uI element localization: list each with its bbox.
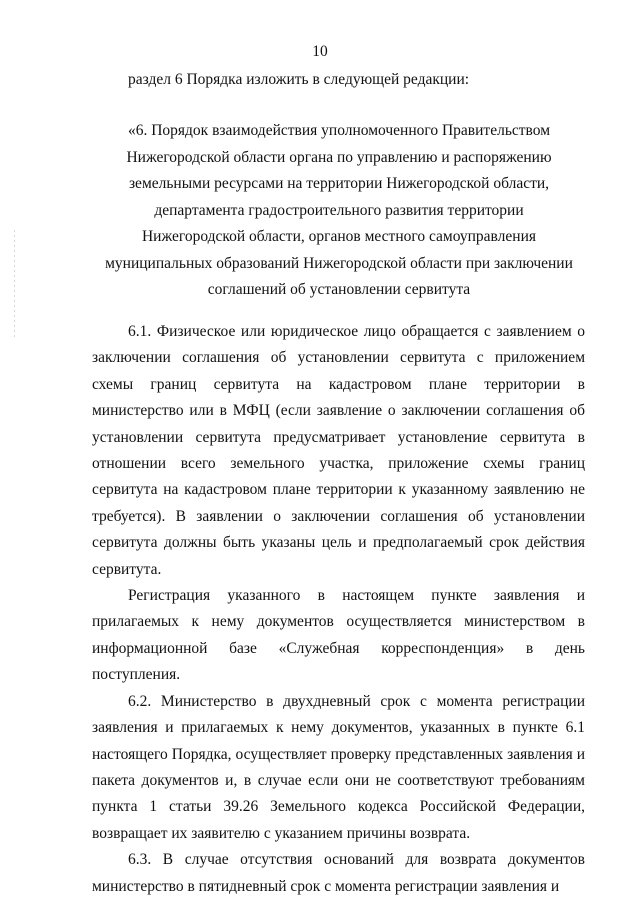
heading-line: Нижегородской области, органов местного самоуправления [141,228,537,245]
section-heading [98,118,580,304]
heading-line: «6. Порядок взаимодействия уполномоченного Правительством [127,122,551,139]
heading-line: соглашений об установлении сервитута [207,281,471,298]
heading-line: земельными ресурсами на территории Нижегородской области, [128,175,550,192]
heading-line: Нижегородской области органа по управлению и распоряжению [126,148,552,166]
scan-edge-mark [14,230,15,340]
document-body [92,319,585,900]
paragraph-6-1: 6.1. Физическое или юридическое лицо обращается с заявлением о заключении соглашения об установлении сервитута с приложением схемы границ сервитута на кадастровом плане территории в министерство или в МФЦ (если заявление о заключении соглашения об установлении сервитута предусматривает установление сервитута в отношении всего земельного участка, приложение схемы границ сервитута на кадастровом плане территории к указанному заявлению не требуется). В заявлении о заключении соглашения об установлении сервитута должны быть указаны цель и предполагаемый срок действия сервитута. [92,323,585,578]
paragraph-6-2: 6.2. Министерство в двухдневный срок с момента регистрации заявления и прилагаемых к нему документов, указанных в пункте 6.1 настоящего Порядка, осуществляет проверку представленных заявления и пакета документов и, в случае если они не соответствуют требованиям пункта 1 статьи 39.26 Земельного кодекса Российской Федерации, возвращает их заявителю с указанием причины возврата. [92,692,585,842]
heading-line: департамента градостроительного развития территории [154,201,524,219]
intro-line: раздел 6 Порядка изложить в следующей редакции: [128,71,470,88]
paragraph-registration: Регистрация указанного в настоящем пункте заявления и прилагаемых к нему документов осуществляется министерством в информационной базе «Служебная корреспонденция» в день поступления. [92,587,585,684]
heading-line: муниципальных образований Нижегородской области при заключении [105,254,573,272]
paragraph-6-3: 6.3. В случае отсутствия оснований для возврата документов министерство в пятидневный срок с момента регистрации заявления и [92,851,585,895]
page-number: 10 [312,43,328,60]
